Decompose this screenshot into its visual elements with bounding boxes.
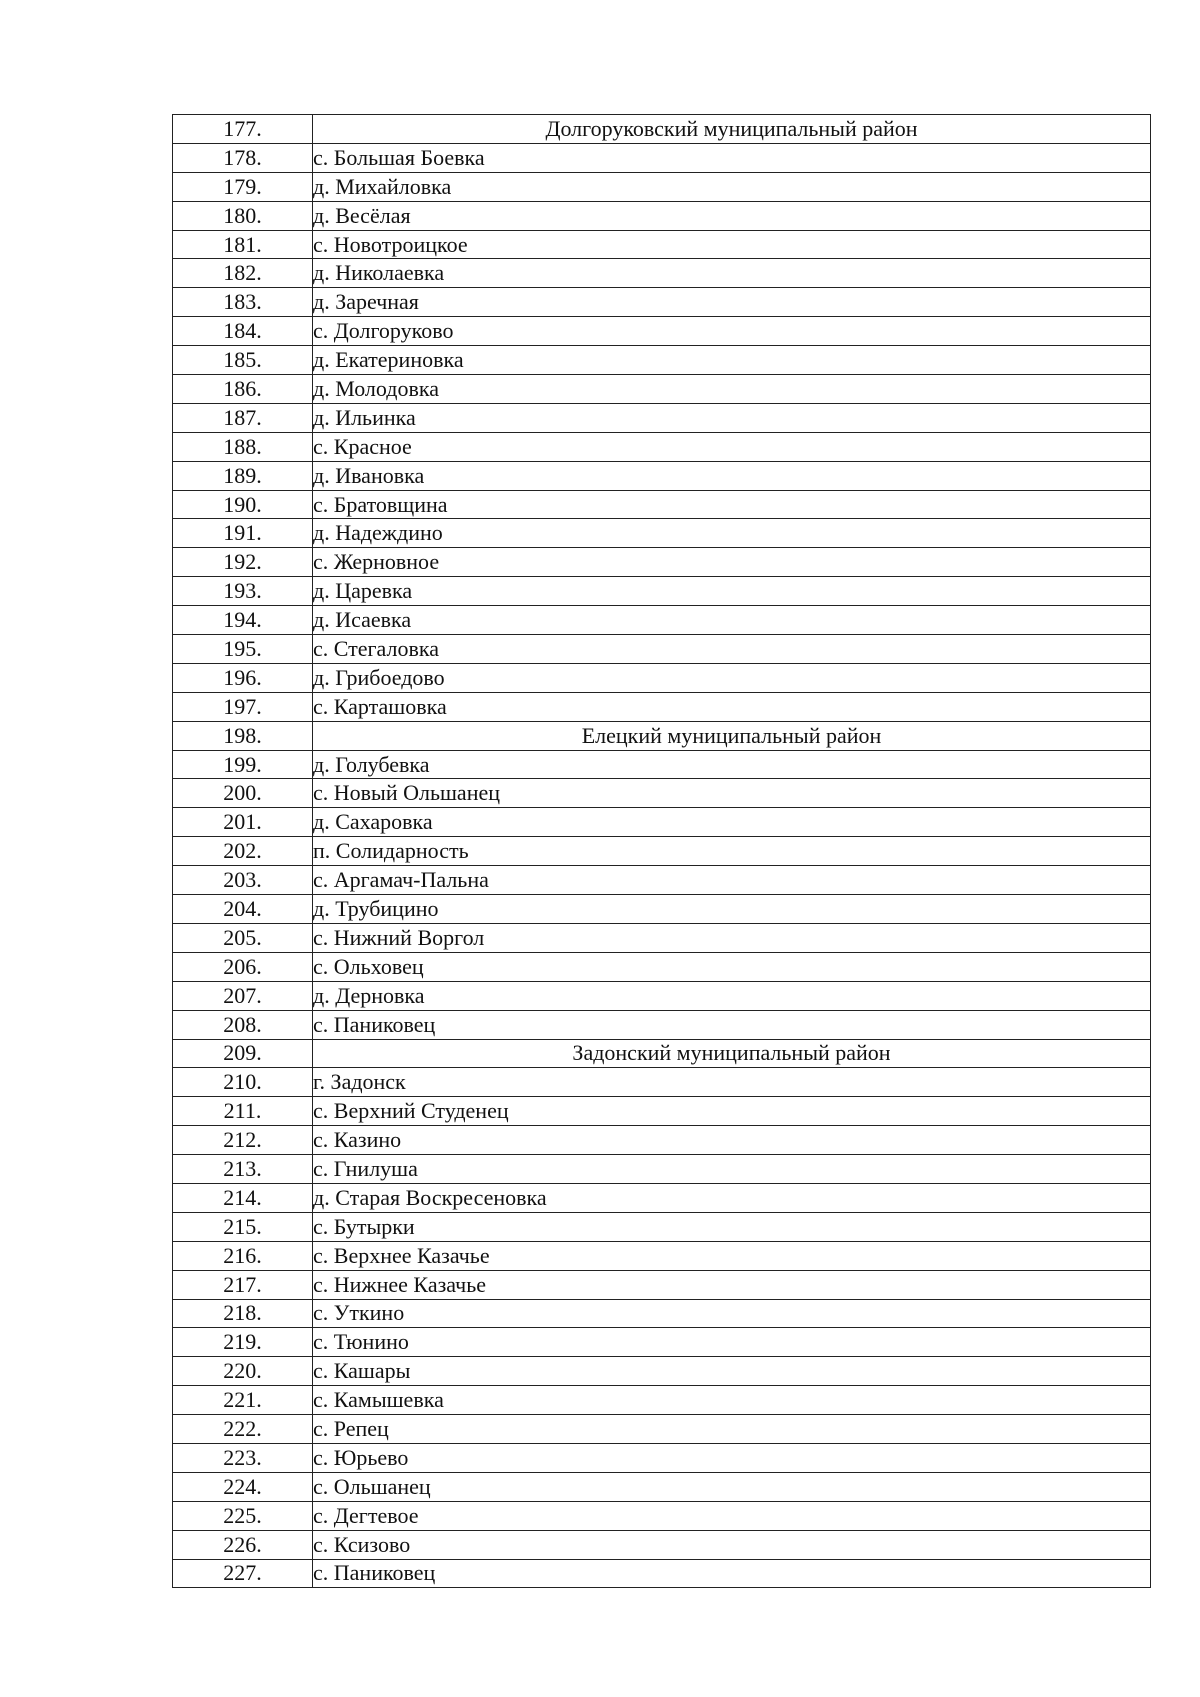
settlement-name: д. Екатериновка [313, 346, 1151, 375]
row-number: 213. [173, 1155, 313, 1184]
table-row [173, 548, 1151, 577]
table-row [173, 1501, 1151, 1530]
row-number: 180. [173, 201, 313, 230]
table-body [173, 115, 1151, 1588]
table-row [173, 1386, 1151, 1415]
table-row [173, 259, 1151, 288]
settlement-name: с. Братовщина [313, 490, 1151, 519]
settlement-name: с. Казино [313, 1126, 1151, 1155]
row-number: 186. [173, 375, 313, 404]
settlement-name: с. Карташовка [313, 692, 1151, 721]
table-row [173, 1155, 1151, 1184]
settlement-name: с. Гнилуша [313, 1155, 1151, 1184]
row-number: 181. [173, 230, 313, 259]
settlement-name: д. Сахаровка [313, 808, 1151, 837]
table-row [173, 1472, 1151, 1501]
table-row [173, 288, 1151, 317]
row-number: 210. [173, 1068, 313, 1097]
row-number: 203. [173, 866, 313, 895]
table-row [173, 635, 1151, 664]
district-name: Долгоруковский муниципальный район [313, 115, 1151, 144]
row-number: 188. [173, 432, 313, 461]
district-header-row [173, 721, 1151, 750]
row-number: 199. [173, 750, 313, 779]
row-number: 182. [173, 259, 313, 288]
table-row [173, 952, 1151, 981]
row-number: 226. [173, 1530, 313, 1559]
settlement-name: д. Царевка [313, 577, 1151, 606]
row-number: 178. [173, 143, 313, 172]
row-number: 177. [173, 115, 313, 144]
row-number: 195. [173, 635, 313, 664]
row-number: 200. [173, 779, 313, 808]
row-number: 179. [173, 172, 313, 201]
table-row [173, 577, 1151, 606]
table-row [173, 230, 1151, 259]
table-row [173, 866, 1151, 895]
settlement-name: с. Верхний Студенец [313, 1097, 1151, 1126]
row-number: 222. [173, 1415, 313, 1444]
settlement-name: д. Старая Воскресеновка [313, 1183, 1151, 1212]
settlement-name: п. Солидарность [313, 837, 1151, 866]
row-number: 225. [173, 1501, 313, 1530]
settlement-name: д. Надеждино [313, 519, 1151, 548]
row-number: 220. [173, 1357, 313, 1386]
settlement-name: д. Трубицино [313, 895, 1151, 924]
row-number: 215. [173, 1212, 313, 1241]
settlement-name: с. Уткино [313, 1299, 1151, 1328]
settlement-name: с. Бутырки [313, 1212, 1151, 1241]
settlement-name: с. Дегтевое [313, 1501, 1151, 1530]
table-row [173, 895, 1151, 924]
table-row [173, 692, 1151, 721]
row-number: 187. [173, 403, 313, 432]
district-header-row [173, 115, 1151, 144]
settlement-name: д. Молодовка [313, 375, 1151, 404]
row-number: 221. [173, 1386, 313, 1415]
row-number: 197. [173, 692, 313, 721]
row-number: 211. [173, 1097, 313, 1126]
row-number: 214. [173, 1183, 313, 1212]
table-row [173, 808, 1151, 837]
row-number: 192. [173, 548, 313, 577]
settlement-name: д. Голубевка [313, 750, 1151, 779]
table-row [173, 432, 1151, 461]
settlements-table [172, 114, 1151, 1588]
settlement-name: с. Ольшанец [313, 1472, 1151, 1501]
settlement-name: с. Юрьево [313, 1443, 1151, 1472]
settlement-name: д. Исаевка [313, 606, 1151, 635]
table-row [173, 403, 1151, 432]
settlement-name: д. Ивановка [313, 461, 1151, 490]
district-name: Елецкий муниципальный район [313, 721, 1151, 750]
table-row [173, 1241, 1151, 1270]
table-row [173, 750, 1151, 779]
table-row [173, 172, 1151, 201]
row-number: 216. [173, 1241, 313, 1270]
row-number: 185. [173, 346, 313, 375]
table-row [173, 837, 1151, 866]
table-row [173, 1357, 1151, 1386]
table-row [173, 981, 1151, 1010]
settlement-name: с. Камышевка [313, 1386, 1151, 1415]
table-row [173, 201, 1151, 230]
table-row [173, 923, 1151, 952]
row-number: 189. [173, 461, 313, 490]
row-number: 202. [173, 837, 313, 866]
settlement-name: д. Михайловка [313, 172, 1151, 201]
row-number: 206. [173, 952, 313, 981]
row-number: 212. [173, 1126, 313, 1155]
row-number: 217. [173, 1270, 313, 1299]
table-row [173, 1010, 1151, 1039]
settlement-name: с. Тюнино [313, 1328, 1151, 1357]
row-number: 208. [173, 1010, 313, 1039]
settlement-name: с. Нижнее Казачье [313, 1270, 1151, 1299]
row-number: 183. [173, 288, 313, 317]
row-number: 196. [173, 663, 313, 692]
row-number: 201. [173, 808, 313, 837]
settlement-name: с. Красное [313, 432, 1151, 461]
row-number: 219. [173, 1328, 313, 1357]
row-number: 207. [173, 981, 313, 1010]
settlement-name: с. Долгоруково [313, 317, 1151, 346]
settlement-name: с. Стегаловка [313, 635, 1151, 664]
row-number: 198. [173, 721, 313, 750]
settlement-name: д. Заречная [313, 288, 1151, 317]
settlement-name: с. Жерновное [313, 548, 1151, 577]
settlement-name: с. Репец [313, 1415, 1151, 1444]
table-row [173, 1559, 1151, 1588]
row-number: 227. [173, 1559, 313, 1588]
table-row [173, 143, 1151, 172]
table-row [173, 490, 1151, 519]
table-row [173, 1126, 1151, 1155]
settlement-name: с. Паниковец [313, 1010, 1151, 1039]
row-number: 224. [173, 1472, 313, 1501]
row-number: 209. [173, 1039, 313, 1068]
settlement-name: с. Ольховец [313, 952, 1151, 981]
settlement-name: г. Задонск [313, 1068, 1151, 1097]
table-row [173, 663, 1151, 692]
table-row [173, 1415, 1151, 1444]
district-name: Задонский муниципальный район [313, 1039, 1151, 1068]
district-header-row [173, 1039, 1151, 1068]
table-row [173, 779, 1151, 808]
settlement-name: д. Дерновка [313, 981, 1151, 1010]
row-number: 194. [173, 606, 313, 635]
table-row [173, 1097, 1151, 1126]
settlement-name: с. Аргамач-Пальна [313, 866, 1151, 895]
table-row [173, 1183, 1151, 1212]
settlement-name: д. Грибоедово [313, 663, 1151, 692]
settlement-name: с. Паниковец [313, 1559, 1151, 1588]
settlement-name: с. Новотроицкое [313, 230, 1151, 259]
row-number: 204. [173, 895, 313, 924]
table-row [173, 1068, 1151, 1097]
table-row [173, 317, 1151, 346]
settlement-name: д. Николаевка [313, 259, 1151, 288]
table-row [173, 461, 1151, 490]
row-number: 184. [173, 317, 313, 346]
row-number: 223. [173, 1443, 313, 1472]
settlement-name: с. Ксизово [313, 1530, 1151, 1559]
table-row [173, 519, 1151, 548]
table-row [173, 346, 1151, 375]
table-row [173, 1530, 1151, 1559]
row-number: 191. [173, 519, 313, 548]
table-row [173, 1443, 1151, 1472]
settlement-name: с. Нижний Воргол [313, 923, 1151, 952]
table-row [173, 1328, 1151, 1357]
table-row [173, 375, 1151, 404]
row-number: 190. [173, 490, 313, 519]
table-row [173, 1299, 1151, 1328]
settlement-name: с. Кашары [313, 1357, 1151, 1386]
settlement-name: с. Большая Боевка [313, 143, 1151, 172]
row-number: 205. [173, 923, 313, 952]
settlement-name: с. Верхнее Казачье [313, 1241, 1151, 1270]
table-row [173, 606, 1151, 635]
table-row [173, 1270, 1151, 1299]
settlement-name: д. Весёлая [313, 201, 1151, 230]
table-row [173, 1212, 1151, 1241]
row-number: 193. [173, 577, 313, 606]
settlement-name: д. Ильинка [313, 403, 1151, 432]
row-number: 218. [173, 1299, 313, 1328]
settlement-name: с. Новый Ольшанец [313, 779, 1151, 808]
